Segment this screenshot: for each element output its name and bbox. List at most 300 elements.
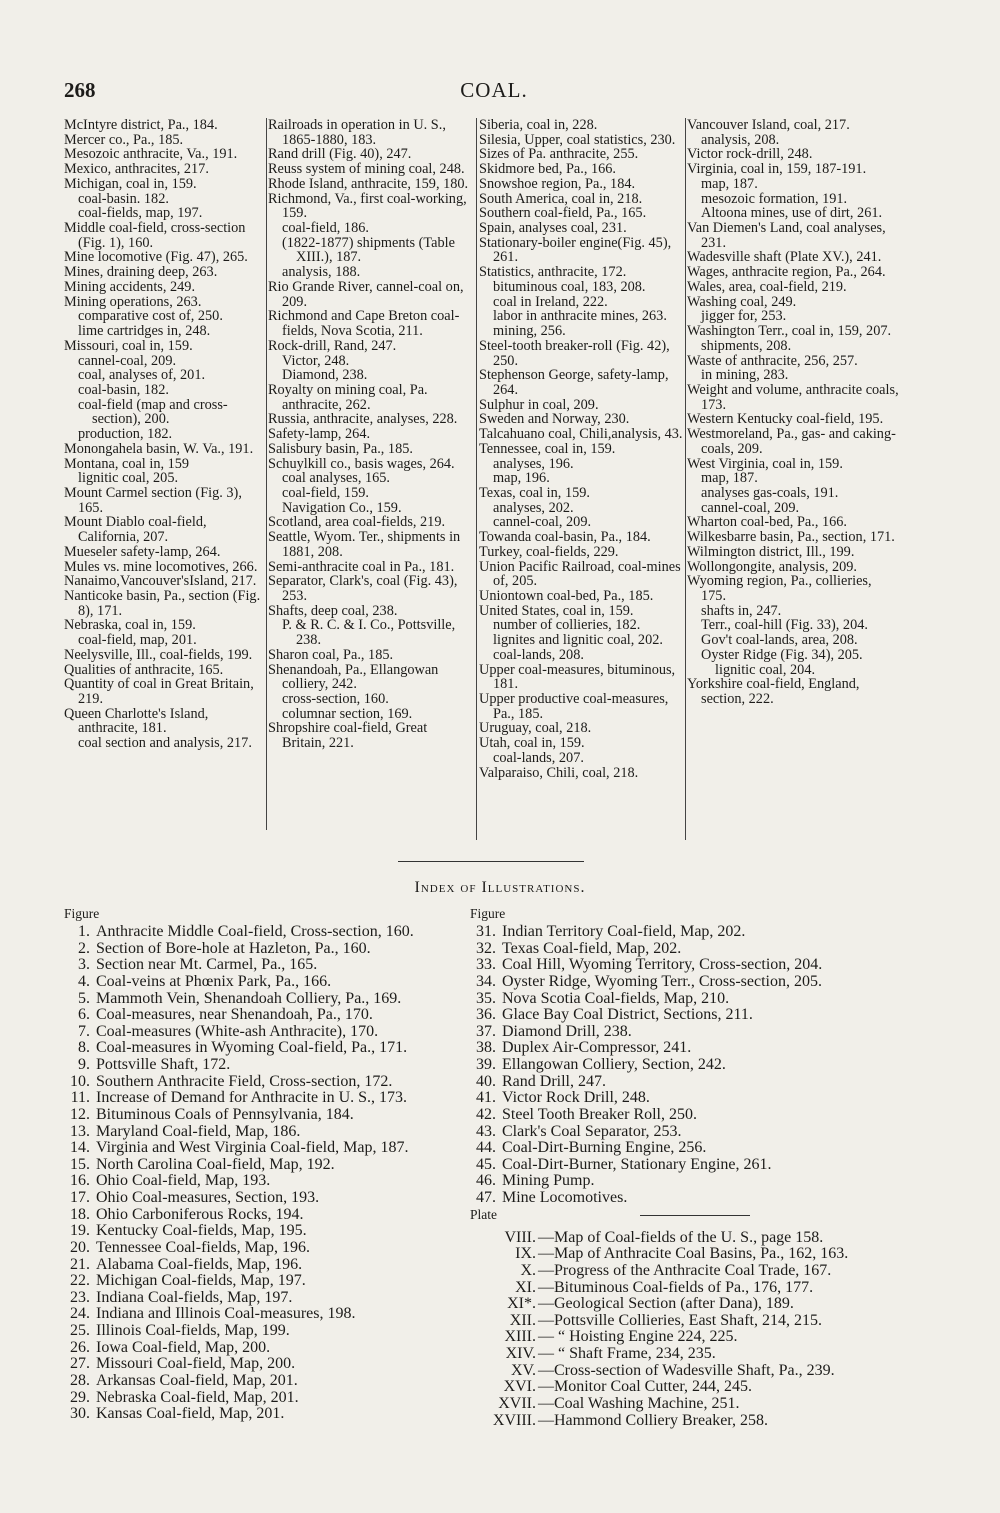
figures-column-right bbox=[470, 906, 930, 1429]
figure-entry bbox=[64, 1356, 484, 1373]
index-entry: Reuss system of mining coal, 248. bbox=[268, 161, 465, 178]
figure-caption: Figure bbox=[470, 906, 506, 921]
index-entry: labor in anthracite mines, 263. bbox=[493, 308, 667, 325]
index-entry: Valparaiso, Chili, coal, 218. bbox=[479, 764, 639, 781]
index-entry: P. & R. C. & I. Co., Pottsville, 238. bbox=[282, 617, 456, 649]
figure-entry bbox=[470, 941, 930, 958]
plate-number: VIII. bbox=[504, 1228, 536, 1246]
figure-number: 18. bbox=[70, 1205, 90, 1223]
index-entry: United States, coal in, 159. bbox=[479, 602, 634, 619]
index-entry: Oyster Ridge (Fig. 34), 205. lignitic coal, 204. bbox=[701, 646, 863, 678]
index-entry: Rock-drill, Rand, 247. bbox=[268, 337, 397, 354]
index-entry: Western Kentucky coal-field, 195. bbox=[687, 411, 884, 428]
index-entry: Semi-anthracite coal in Pa., 181. bbox=[268, 558, 455, 575]
figure-number: 6. bbox=[78, 1006, 90, 1024]
index-entry: Wadesville shaft (Plate XV.), 241. bbox=[687, 249, 882, 266]
index-entry: Shropshire coal-field, Great Britain, 221. bbox=[268, 720, 428, 752]
figure-entry bbox=[64, 1040, 484, 1057]
index-entry: Salisbury basin, Pa., 185. bbox=[268, 440, 413, 457]
index-entry: cannel-coal, 209. bbox=[78, 352, 177, 369]
figure-number: 23. bbox=[70, 1288, 90, 1306]
figure-entry bbox=[64, 1240, 484, 1257]
plate-number: XIII. bbox=[504, 1328, 536, 1346]
figure-entry bbox=[470, 1074, 930, 1091]
figure-number: 32. bbox=[476, 939, 496, 957]
plate-title: —Map of Anthracite Coal Basins, Pa., 162, 163. bbox=[538, 1245, 849, 1263]
plate-title: —Cross-section of Wadesville Shaft, Pa., 239. bbox=[538, 1361, 835, 1379]
figure-entry bbox=[64, 1074, 484, 1091]
plate-entry bbox=[470, 1413, 930, 1430]
index-entry: coal-lands, 207. bbox=[493, 749, 584, 766]
index-entry: Monongahela basin, W. Va., 191. bbox=[64, 440, 254, 457]
figure-entry bbox=[64, 1057, 484, 1074]
index-entry: number of collieries, 182. bbox=[493, 617, 641, 634]
index-entry: Michigan, coal in, 159. bbox=[64, 175, 197, 192]
figure-title: Coal-Dirt-Burner, Stationary Engine, 261. bbox=[502, 1155, 772, 1173]
figure-entry bbox=[470, 1173, 930, 1190]
figure-number: 26. bbox=[70, 1338, 90, 1356]
figure-number: 36. bbox=[476, 1006, 496, 1024]
figure-entry bbox=[64, 1406, 484, 1423]
figure-title: Indian Territory Coal-field, Map, 202. bbox=[502, 923, 746, 940]
figure-number: 20. bbox=[70, 1238, 90, 1256]
figure-title: Mining Pump. bbox=[502, 1172, 595, 1190]
figure-title: Glace Bay Coal District, Sections, 211. bbox=[502, 1006, 753, 1024]
figure-number: 24. bbox=[70, 1305, 90, 1323]
index-entry: Stephenson George, safety-lamp, 264. bbox=[479, 367, 669, 398]
index-entry: Union Pacific Railroad, coal-mines of, 205. bbox=[479, 558, 681, 590]
index-entry: Separator, Clark's, coal (Fig. 43), 253. bbox=[268, 573, 458, 604]
page-number: 268 bbox=[64, 78, 96, 102]
figure-title: Maryland Coal-field, Map, 186. bbox=[96, 1122, 301, 1140]
index-entry: mining, 256. bbox=[493, 323, 566, 340]
plate-entry bbox=[470, 1346, 930, 1363]
running-title: COAL. bbox=[460, 78, 528, 102]
index-entry: coal section and analysis, 217. bbox=[78, 735, 252, 752]
index-entry: analyses, 202. bbox=[493, 499, 574, 516]
index-entry: McIntyre district, Pa., 184. bbox=[64, 117, 218, 133]
figure-entry bbox=[64, 1207, 484, 1224]
index-entry: analyses, 196. bbox=[493, 455, 574, 472]
plate-entry bbox=[470, 1280, 930, 1297]
index-entry: Mines, draining deep, 263. bbox=[64, 264, 218, 281]
index-entry: Utah, coal in, 159. bbox=[479, 735, 585, 752]
figure-entry bbox=[470, 991, 930, 1008]
figure-number: 16. bbox=[70, 1172, 90, 1190]
figure-caption: Figure bbox=[64, 906, 100, 921]
figure-title: Section near Mt. Carmel, Pa., 165. bbox=[96, 956, 318, 974]
index-entry: coal-field (map and cross-section), 200. bbox=[78, 396, 228, 428]
section-divider bbox=[398, 861, 584, 862]
index-entry: Rand drill (Fig. 40), 247. bbox=[268, 146, 412, 163]
index-entry: Sweden and Norway, 230. bbox=[479, 411, 630, 428]
figure-title: Coal-measures, near Shenandoah, Pa., 170. bbox=[96, 1006, 373, 1024]
figure-entry bbox=[470, 1090, 930, 1107]
figure-entry bbox=[470, 1057, 930, 1074]
index-entry: Wilmington district, Ill., 199. bbox=[687, 543, 855, 560]
index-entry: Mount Diablo coal-field, California, 207. bbox=[64, 514, 207, 546]
index-entry: shipments, 208. bbox=[701, 337, 792, 354]
figure-entry bbox=[64, 1190, 484, 1207]
index-entry: Nebraska, coal in, 159. bbox=[64, 617, 196, 634]
index-entry: Southern coal-field, Pa., 165. bbox=[479, 205, 647, 222]
figure-title: Alabama Coal-fields, Map, 196. bbox=[96, 1255, 303, 1273]
figure-number: 39. bbox=[476, 1056, 496, 1073]
figure-entry bbox=[64, 991, 484, 1008]
index-entry: coal-basin. 182. bbox=[78, 190, 169, 207]
figure-entry bbox=[64, 1223, 484, 1240]
index-entry: Montana, coal in, 159 bbox=[64, 455, 190, 472]
figure-entry bbox=[64, 1173, 484, 1190]
index-entry: Waste of anthracite, 256, 257. bbox=[687, 352, 858, 369]
figure-title: Kentucky Coal-fields, Map, 195. bbox=[96, 1222, 307, 1240]
index-entry: Yorkshire coal-field, England, section, 222. bbox=[687, 676, 860, 708]
index-entry: Skidmore bed, Pa., 166. bbox=[479, 161, 617, 178]
figure-entry bbox=[64, 1273, 484, 1290]
index-entry: Richmond and Cape Breton coal-fields, Nova Scotia, 211. bbox=[268, 308, 460, 340]
figure-title: Illinois Coal-fields, Map, 199. bbox=[96, 1322, 290, 1339]
figure-entry bbox=[470, 1107, 930, 1124]
figure-number: 4. bbox=[78, 972, 90, 990]
figure-number: 45. bbox=[476, 1155, 496, 1173]
figure-title: Tennessee Coal-fields, Map, 196. bbox=[96, 1238, 310, 1256]
figure-title: Ohio Coal-measures, Section, 193. bbox=[96, 1189, 320, 1206]
figure-entry bbox=[64, 1373, 484, 1390]
figure-number: 41. bbox=[476, 1089, 496, 1107]
index-entry: Richmond, Va., first coal-working, 159. bbox=[268, 190, 467, 222]
figure-entry bbox=[470, 1190, 930, 1207]
index-entry: Van Diemen's Land, coal analyses, 231. bbox=[687, 220, 886, 251]
figure-number: 37. bbox=[476, 1022, 496, 1040]
index-entry: lignites and lignitic coal, 202. bbox=[493, 632, 663, 649]
index-entry: Sulphur in coal, 209. bbox=[479, 396, 599, 413]
index-entry: Safety-lamp, 264. bbox=[268, 426, 371, 443]
index-entry: Uniontown coal-bed, Pa., 185. bbox=[479, 588, 654, 604]
figure-title: Southern Anthracite Field, Cross-section, 172. bbox=[96, 1072, 393, 1090]
figure-entry bbox=[64, 1257, 484, 1274]
plate-title: —Map of Coal-fields of the U. S., page 158. bbox=[538, 1228, 824, 1246]
index-entry: coal-basin, 182. bbox=[78, 381, 169, 398]
index-entry: Siberia, coal in, 228. bbox=[479, 117, 598, 133]
figure-title: Iowa Coal-field, Map, 200. bbox=[96, 1338, 271, 1356]
index-entry: cross-section, 160. bbox=[282, 691, 389, 708]
index-entry: Mesozoic anthracite, Va., 191. bbox=[64, 146, 238, 163]
index-entry: production, 182. bbox=[78, 426, 173, 443]
plate-entry bbox=[470, 1263, 930, 1280]
index-entry: Weight and volume, anthracite coals, 173. bbox=[687, 381, 899, 413]
index-entry: Victor, 248. bbox=[282, 352, 350, 369]
index-entry: Victor rock-drill, 248. bbox=[687, 146, 813, 163]
index-entry: Wharton coal-bed, Pa., 166. bbox=[687, 514, 847, 531]
figure-title: Ellangowan Colliery, Section, 242. bbox=[502, 1056, 726, 1073]
figure-title: Indiana Coal-fields, Map, 197. bbox=[96, 1288, 293, 1306]
plate-number: IX. bbox=[515, 1245, 536, 1263]
plate-number: XI*. bbox=[507, 1295, 536, 1313]
figure-title: Texas Coal-field, Map, 202. bbox=[502, 939, 682, 957]
figure-number: 38. bbox=[476, 1039, 496, 1057]
plate-title: —Coal Washing Machine, 251. bbox=[538, 1394, 740, 1412]
figure-number: 28. bbox=[70, 1371, 90, 1389]
figure-title: Coal Hill, Wyoming Territory, Cross-section, 204. bbox=[502, 956, 823, 974]
figure-entry bbox=[64, 1306, 484, 1323]
index-entry: coal-field, 186. bbox=[282, 220, 369, 237]
index-entry: Gov't coal-lands, area, 208. bbox=[701, 632, 858, 649]
plate-entry bbox=[470, 1379, 930, 1396]
figure-title: Steel Tooth Breaker Roll, 250. bbox=[502, 1105, 697, 1123]
figure-title: Coal-Dirt-Burning Engine, 256. bbox=[502, 1139, 707, 1157]
index-entry: Scotland, area coal-fields, 219. bbox=[268, 514, 446, 531]
figure-number: 2. bbox=[78, 939, 90, 957]
index-entry: Mexico, anthracites, 217. bbox=[64, 161, 209, 178]
figure-title: Victor Rock Drill, 248. bbox=[502, 1089, 650, 1107]
index-entry: lime cartridges in, 248. bbox=[78, 323, 211, 340]
plate-number: X. bbox=[520, 1261, 536, 1279]
figure-title: Kansas Coal-field, Map, 201. bbox=[96, 1405, 285, 1423]
index-entry: Nanaimo,Vancouver'sIsland, 217. bbox=[64, 573, 257, 590]
index-entry: Washing coal, 249. bbox=[687, 293, 797, 310]
index-entry: Mine locomotive (Fig. 47), 265. bbox=[64, 249, 248, 266]
figure-entry bbox=[470, 924, 930, 941]
plate-title: — “ Hoisting Engine 224, 225. bbox=[538, 1328, 738, 1346]
index-entry: Rio Grande River, cannel-coal on, 209. bbox=[268, 278, 464, 310]
plate-divider bbox=[640, 1215, 750, 1216]
plate-number: XIV. bbox=[505, 1345, 536, 1362]
index-entry: analysis, 188. bbox=[282, 264, 361, 281]
figure-entry bbox=[64, 1007, 484, 1024]
figure-number: 42. bbox=[476, 1105, 496, 1123]
figure-title: Oyster Ridge, Wyoming Terr., Cross-section, 205. bbox=[502, 972, 822, 990]
index-entry: Mercer co., Pa., 185. bbox=[64, 131, 184, 148]
figure-number: 27. bbox=[70, 1355, 90, 1373]
plate-entry bbox=[470, 1363, 930, 1380]
plate-entry bbox=[470, 1329, 930, 1346]
plate-list bbox=[470, 1230, 930, 1430]
index-entry: Nanticoke basin, Pa., section (Fig. 8), 171. bbox=[64, 588, 261, 619]
figure-number: 1. bbox=[78, 923, 90, 940]
index-entry: Sizes of Pa. anthracite, 255. bbox=[479, 146, 639, 163]
index-entry: Neelysville, Ill., coal-fields, 199. bbox=[64, 646, 253, 663]
figure-number: 7. bbox=[78, 1022, 90, 1040]
index-entry: Shafts, deep coal, 238. bbox=[268, 602, 398, 619]
index-entry: mesozoic formation, 191. bbox=[701, 190, 848, 207]
index-entry: lignitic coal, 205. bbox=[78, 470, 179, 487]
figure-title: Anthracite Middle Coal-field, Cross-section, 160. bbox=[96, 923, 414, 940]
index-entry: Quantity of coal in Great Britain, 219. bbox=[64, 676, 254, 708]
plate-title: —Geological Section (after Dana), 189. bbox=[538, 1295, 794, 1313]
index-entry: cannel-coal, 209. bbox=[493, 514, 592, 531]
index-entry: jigger for, 253. bbox=[701, 308, 787, 325]
plate-title: —Pottsville Collieries, East Shaft, 214, 215. bbox=[538, 1311, 822, 1329]
figure-title: North Carolina Coal-field, Map, 192. bbox=[96, 1155, 335, 1173]
figure-number: 11. bbox=[70, 1089, 90, 1107]
index-entry: Mount Carmel section (Fig. 3), 165. bbox=[64, 484, 242, 516]
figure-entry bbox=[64, 957, 484, 974]
figure-title: Coal-measures in Wyoming Coal-field, Pa., 171. bbox=[96, 1039, 408, 1057]
figure-title: Increase of Demand for Anthracite in U. S., 173. bbox=[96, 1089, 408, 1107]
figure-number: 44. bbox=[476, 1139, 496, 1157]
figure-entry bbox=[64, 1107, 484, 1124]
index-entry: Turkey, coal-fields, 229. bbox=[479, 543, 619, 560]
figure-entry bbox=[64, 1024, 484, 1041]
plate-entry bbox=[470, 1296, 930, 1313]
plate-entry bbox=[470, 1396, 930, 1413]
index-entry: Uruguay, coal, 218. bbox=[479, 720, 592, 737]
figure-number: 12. bbox=[70, 1105, 90, 1123]
index-entry: Navigation Co., 159. bbox=[282, 499, 402, 516]
figure-title: Bituminous Coals of Pennsylvania, 184. bbox=[96, 1105, 354, 1123]
figure-number: 14. bbox=[70, 1139, 90, 1157]
figure-number: 9. bbox=[78, 1056, 90, 1073]
figure-title: Pottsville Shaft, 172. bbox=[96, 1056, 231, 1073]
index-column-3 bbox=[479, 118, 684, 780]
index-entry: analysis, 208. bbox=[701, 131, 780, 148]
index-entry: coal-lands, 208. bbox=[493, 646, 584, 663]
figure-title: Mine Locomotives. bbox=[502, 1189, 628, 1206]
index-column-2 bbox=[268, 118, 474, 751]
figures-column-left bbox=[64, 906, 484, 1423]
figure-number: 25. bbox=[70, 1322, 90, 1339]
figure-number: 5. bbox=[78, 989, 90, 1007]
figure-entry bbox=[64, 1290, 484, 1307]
figure-entry bbox=[64, 924, 484, 941]
figure-title: Mammoth Vein, Shenandoah Colliery, Pa., 169. bbox=[96, 989, 402, 1007]
index-entry: in mining, 283. bbox=[701, 367, 789, 384]
index-entry: West Virginia, coal in, 159. bbox=[687, 455, 843, 472]
figure-entry bbox=[64, 974, 484, 991]
figure-entry bbox=[64, 1124, 484, 1141]
plate-title: —Progress of the Anthracite Coal Trade, 167. bbox=[538, 1261, 832, 1279]
figure-title: Rand Drill, 247. bbox=[502, 1072, 606, 1090]
figure-entry bbox=[470, 1007, 930, 1024]
figure-number: 34. bbox=[476, 972, 496, 990]
figure-title: Nova Scotia Coal-fields, Map, 210. bbox=[502, 989, 730, 1007]
figure-entry bbox=[64, 941, 484, 958]
index-entry: Statistics, anthracite, 172. bbox=[479, 264, 627, 281]
figure-number: 35. bbox=[476, 989, 496, 1007]
figure-entry bbox=[470, 1140, 930, 1157]
figure-title: Ohio Coal-field, Map, 193. bbox=[96, 1172, 271, 1190]
index-entry: Mueseler safety-lamp, 264. bbox=[64, 543, 221, 560]
figure-number: 47. bbox=[476, 1189, 496, 1206]
index-entry: Silesia, Upper, coal statistics, 230. bbox=[479, 131, 676, 148]
index-entry: cannel-coal, 209. bbox=[701, 499, 800, 516]
figure-title: Nebraska Coal-field, Map, 201. bbox=[96, 1388, 299, 1406]
index-entry: Qualities of anthracite, 165. bbox=[64, 661, 224, 678]
figure-title: Coal-veins at Phœnix Park, Pa., 166. bbox=[96, 972, 332, 990]
index-entry: Washington Terr., coal in, 159, 207. bbox=[687, 323, 892, 340]
figure-entry bbox=[470, 1157, 930, 1174]
index-entry: Wages, anthracite region, Pa., 264. bbox=[687, 264, 886, 281]
figure-number: 19. bbox=[70, 1222, 90, 1240]
figure-number: 29. bbox=[70, 1388, 90, 1406]
figure-number: 43. bbox=[476, 1122, 496, 1140]
figure-number: 10. bbox=[70, 1072, 90, 1090]
index-entry: coal-field, map, 201. bbox=[78, 632, 197, 649]
index-entry: Spain, analyses coal, 231. bbox=[479, 220, 627, 237]
index-entry: Royalty on mining coal, Pa. anthracite, 262. bbox=[268, 381, 428, 413]
index-entry: Towanda coal-basin, Pa., 184. bbox=[479, 529, 651, 546]
index-entry: Upper coal-measures, bituminous, 181. bbox=[479, 661, 676, 693]
figure-title: Missouri Coal-field, Map, 200. bbox=[96, 1355, 296, 1373]
figure-entry bbox=[470, 1040, 930, 1057]
index-entry: Texas, coal in, 159. bbox=[479, 484, 590, 501]
index-entry: map, 187. bbox=[701, 175, 758, 192]
column-rule bbox=[266, 118, 267, 830]
index-entry: Sharon coal, Pa., 185. bbox=[268, 646, 394, 663]
index-entry: Westmoreland, Pa., gas- and caking-coals, 209. bbox=[687, 426, 896, 457]
column-rule bbox=[476, 118, 477, 840]
column-rule bbox=[685, 118, 686, 840]
index-entry: Wollongongite, analysis, 209. bbox=[687, 558, 857, 575]
index-entry: (1822-1877) shipments (Table XIII.), 187. bbox=[282, 234, 455, 266]
index-entry: Shenandoah, Pa., Ellangowan colliery, 242. bbox=[268, 661, 439, 693]
figure-entry bbox=[470, 957, 930, 974]
figure-number: 17. bbox=[70, 1189, 90, 1206]
index-entry: Terr., coal-hill (Fig. 33), 204. bbox=[701, 617, 868, 634]
index-column-4 bbox=[687, 118, 899, 707]
figure-title: Section of Bore-hole at Hazleton, Pa., 160. bbox=[96, 939, 371, 957]
index-entry: comparative cost of, 250. bbox=[78, 308, 223, 325]
plate-caption: Plate bbox=[470, 1206, 497, 1222]
index-entry: Seattle, Wyom. Ter., shipments in 1881, 208. bbox=[268, 529, 461, 560]
index-entry: Russia, anthracite, analyses, 228. bbox=[268, 411, 458, 428]
figure-number: 8. bbox=[78, 1039, 90, 1057]
index-column-1 bbox=[64, 118, 262, 751]
figure-number: 46. bbox=[476, 1172, 496, 1190]
index-entry: Mining accidents, 249. bbox=[64, 278, 196, 295]
figure-number: 33. bbox=[476, 956, 496, 974]
index-entry: Schuylkill co., basis wages, 264. bbox=[268, 455, 455, 472]
figure-entry bbox=[64, 1140, 484, 1157]
plate-entry bbox=[470, 1230, 930, 1247]
index-entry: Virginia, coal in, 159, 187-191. bbox=[687, 161, 867, 178]
figure-number: 21. bbox=[70, 1255, 90, 1273]
index-entry: Altoona mines, use of dirt, 261. bbox=[701, 205, 883, 222]
figure-title: Indiana and Illinois Coal-measures, 198. bbox=[96, 1305, 356, 1323]
index-entry: shafts in, 247. bbox=[701, 602, 782, 619]
figure-entry bbox=[470, 974, 930, 991]
figure-entry bbox=[64, 1340, 484, 1357]
figure-entry bbox=[470, 1024, 930, 1041]
plate-title: — “ Shaft Frame, 234, 235. bbox=[538, 1345, 716, 1362]
index-entry: columnar section, 169. bbox=[282, 705, 413, 722]
index-entry: Vancouver Island, coal, 217. bbox=[687, 117, 850, 133]
index-entry: analyses gas-coals, 191. bbox=[701, 484, 839, 501]
plate-number: XVIII. bbox=[492, 1411, 536, 1429]
figure-title: Clark's Coal Separator, 253. bbox=[502, 1122, 682, 1140]
plate-entry bbox=[470, 1313, 930, 1330]
plate-number: XVII. bbox=[498, 1394, 536, 1412]
plate-number: XVI. bbox=[503, 1378, 536, 1396]
index-entry: South America, coal in, 218. bbox=[479, 190, 643, 207]
figure-number: 3. bbox=[78, 956, 90, 974]
figure-entry bbox=[470, 1124, 930, 1141]
page-header bbox=[64, 78, 924, 108]
figure-number: 30. bbox=[70, 1405, 90, 1423]
index-entry: Steel-tooth breaker-roll (Fig. 42), 250. bbox=[479, 337, 670, 369]
index-entry: Stationary-boiler engine(Fig. 45), 261. bbox=[479, 234, 672, 266]
index-entry: Snowshoe region, Pa., 184. bbox=[479, 175, 636, 192]
index-entry: Railroads in operation in U. S., 1865-1880, 183. bbox=[268, 117, 446, 148]
index-entry: Queen Charlotte's Island, anthracite, 181. bbox=[64, 705, 209, 737]
index-entry: coal-fields, map, 197. bbox=[78, 205, 203, 222]
plate-title: —Monitor Coal Cutter, 244, 245. bbox=[538, 1378, 753, 1396]
figure-entry bbox=[64, 1090, 484, 1107]
plate-title: —Hammond Colliery Breaker, 258. bbox=[538, 1411, 768, 1429]
figure-title: Arkansas Coal-field, Map, 201. bbox=[96, 1371, 298, 1389]
figure-entry bbox=[64, 1390, 484, 1407]
index-entry: coal in Ireland, 222. bbox=[493, 293, 608, 310]
